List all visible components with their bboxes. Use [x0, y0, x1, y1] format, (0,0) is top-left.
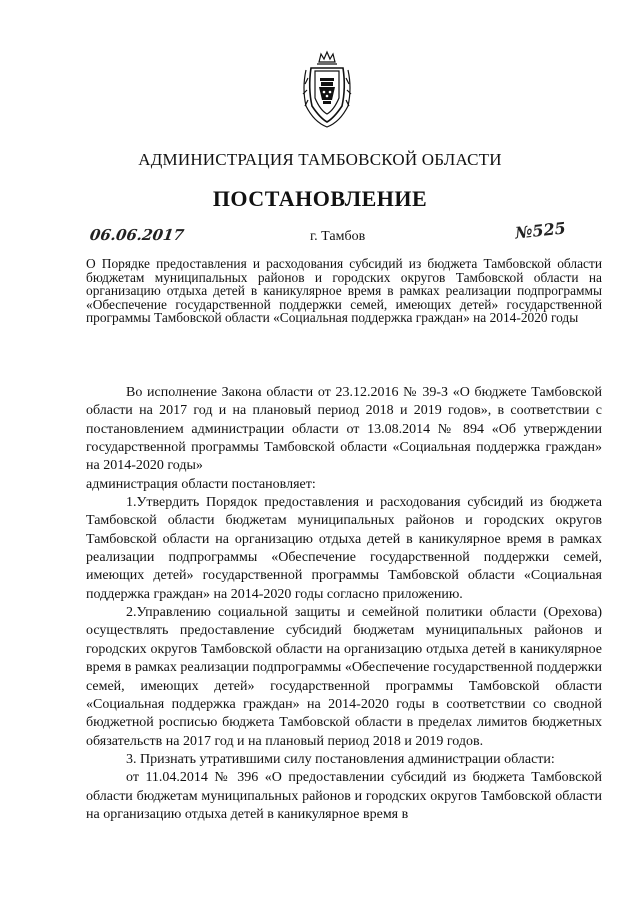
coat-of-arms-emblem-icon — [302, 48, 352, 128]
item-3-subparagraph: от 11.04.2014 № 396 «О предоставлении субсидий из бюджета Тамбовской области бюджетам муниципальных районов и городских округов Тамбовской области на организацию отдыха детей в каникулярное время в — [86, 770, 602, 822]
city-label: г. Тамбов — [310, 229, 366, 244]
document-body — [86, 384, 602, 824]
preamble-paragraph: Во исполнение Закона области от 23.12.2016 № 39-З «О бюджете Тамбовской области на 2017 год и на плановый период 2018 и 2019 годов», в соответствии с постановлением администрации области от 13.08.2014 № 894 «Об утверждении государственной программы Тамбовской области «Социальная поддержка граждан» на 2014-2020 годы» — [86, 385, 602, 474]
document-title: О Порядке предоставления и расходования субсидий из бюджета Тамбовской области бюджетам муниципальных районов и городских округов Тамбовской области на организацию отдыха детей в каникулярное время в рамках реализации подпрограммы «Обеспечение государственной поддержки семей, имеющих детей» государственной программы Тамбовской области «Социальная поддержка граждан» на 2014-2020 годы — [86, 256, 602, 325]
handwritten-number: №525 — [514, 218, 567, 243]
preamble-tail: администрация области постановляет: — [86, 476, 316, 492]
item-1-paragraph: 1.Утвердить Порядок предоставления и расходования субсидий из бюджета Тамбовской области бюджетам муниципальных районов и городских округов Тамбовской области на организацию отдыха детей в каникулярное время в рамках реализации подпрограммы «Обеспечение государственной поддержки семей, имеющих детей» государственной программы Тамбовской области «Социальная поддержка граждан» на 2014-2020 годы согласно приложению. — [86, 495, 602, 602]
item-3-paragraph: 3. Признать утратившими силу постановления администрации области: — [126, 751, 555, 767]
handwritten-date: 06.06.2017 — [88, 226, 186, 244]
organization-name: АДМИНИСТРАЦИЯ ТАМБОВСКОЙ ОБЛАСТИ — [138, 150, 502, 169]
item-2-paragraph: 2.Управлению социальной защиты и семейной политики области (Орехова) осуществлять предоставление субсидий бюджетам муниципальных районов и городских округов Тамбовской области на организацию отдыха детей в каникулярное время в рамках реализации подпрограммы «Обеспечение государственной поддержки семей, имеющих детей» государственной программы Тамбовской области «Социальная поддержка граждан» на 2014-2020 годы в соответствии со сводной бюджетной росписью бюджета Тамбовской области в пределах лимитов бюджетных обязательств на 2017 год и на плановый период 2018 и 2019 годов. — [86, 605, 602, 749]
document-type: ПОСТАНОВЛЕНИЕ — [212, 186, 428, 211]
